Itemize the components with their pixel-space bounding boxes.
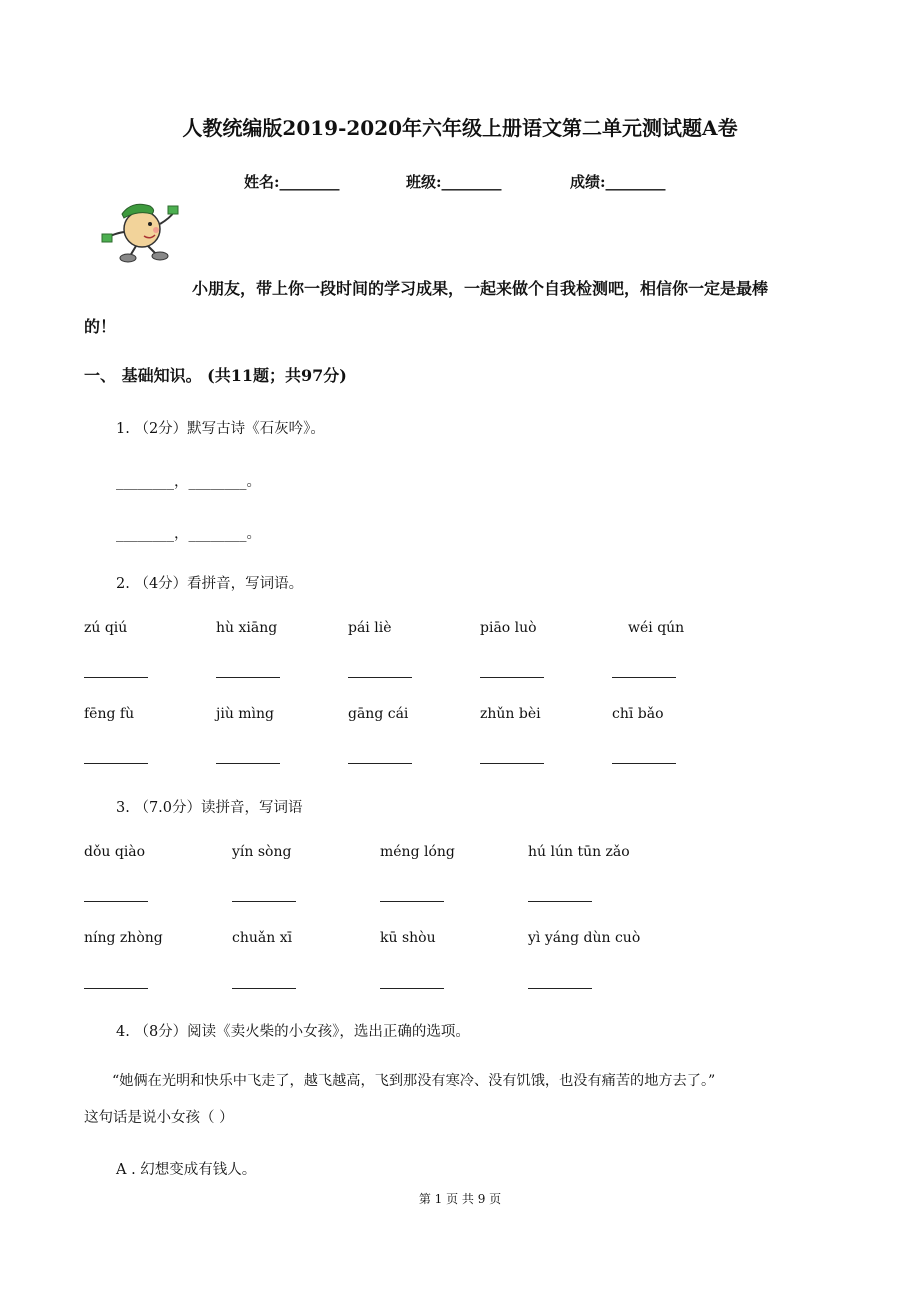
q2-answer-blank[interactable] — [348, 677, 412, 678]
q2-answer-blank[interactable] — [216, 763, 280, 764]
q2-pinyin: piāo luò — [480, 620, 537, 636]
q2-answer-blank[interactable] — [216, 677, 280, 678]
q4-question: 这句话是说小女孩（ ） — [84, 1110, 234, 1126]
q3-pinyin: dǒu qiào — [84, 844, 146, 860]
intro-line-1: 小朋友，带上你一段时间的学习成果，一起来做个自我检测吧，相信你一定是最棒 — [192, 279, 769, 298]
mascot-illustration — [98, 196, 182, 264]
q3-pinyin: hú lún tūn zǎo — [528, 844, 630, 860]
q3-answer-blank[interactable] — [84, 901, 148, 902]
q2-answer-blank[interactable] — [612, 677, 676, 678]
page-title: 人教统编版2019-2020年六年级上册语文第二单元测试题A卷 — [182, 116, 738, 140]
q4-option-a[interactable]: A . 幻想变成有钱人。 — [116, 1162, 257, 1178]
q3-answer-blank[interactable] — [84, 988, 148, 989]
q2-pinyin: gāng cái — [348, 706, 409, 722]
q2-pinyin: fēng fù — [84, 706, 135, 722]
q2-pinyin: pái liè — [348, 620, 392, 636]
q3-answer-blank[interactable] — [380, 901, 444, 902]
q3-pinyin: kū shòu — [380, 930, 436, 946]
q3-pinyin: méng lóng — [380, 844, 455, 860]
q2-answer-blank[interactable] — [480, 763, 544, 764]
q2-answer-blank[interactable] — [348, 763, 412, 764]
q2-prompt: 2. （4分）看拼音，写词语。 — [116, 576, 304, 592]
q4-quote: “她俩在光明和快乐中飞走了，越飞越高，飞到那没有寒冷、没有饥饿，也没有痛苦的地方去了。” — [112, 1073, 716, 1089]
q1-answer-line-2[interactable]: ________，________。 — [116, 526, 261, 542]
q2-pinyin: wéi qún — [628, 620, 685, 636]
q3-answer-blank[interactable] — [528, 988, 592, 989]
q3-answer-blank[interactable] — [232, 901, 296, 902]
q2-pinyin: zú qiú — [84, 620, 128, 636]
q2-answer-blank[interactable] — [612, 763, 676, 764]
q2-answer-blank[interactable] — [480, 677, 544, 678]
name-field[interactable]: 姓名:________ — [244, 173, 340, 191]
intro-line-2: 的！ — [84, 317, 117, 336]
q3-answer-blank[interactable] — [380, 988, 444, 989]
q2-pinyin: chī bǎo — [612, 706, 664, 722]
q4-prompt: 4. （8分）阅读《卖火柴的小女孩》，选出正确的选项。 — [116, 1024, 470, 1040]
section-heading: 一、 基础知识。 (共11题；共97分) — [84, 366, 347, 385]
q2-answer-blank[interactable] — [84, 763, 148, 764]
q2-pinyin: jiù mìng — [216, 706, 275, 722]
class-field[interactable]: 班级:________ — [406, 173, 502, 191]
q3-pinyin: níng zhòng — [84, 930, 163, 946]
q1-prompt: 1. （2分）默写古诗《石灰吟》。 — [116, 421, 325, 437]
score-field[interactable]: 成绩:________ — [570, 173, 666, 191]
q3-pinyin: chuǎn xī — [232, 930, 293, 946]
q3-pinyin: yì yáng dùn cuò — [528, 930, 641, 946]
q2-answer-blank[interactable] — [84, 677, 148, 678]
q3-prompt: 3. （7.0分）读拼音，写词语 — [116, 800, 303, 816]
q2-pinyin: hù xiāng — [216, 620, 278, 636]
q2-pinyin: zhǔn bèi — [480, 706, 541, 722]
q3-pinyin: yín sòng — [232, 844, 292, 860]
q1-answer-line-1[interactable]: ________，________。 — [116, 474, 261, 490]
q3-answer-blank[interactable] — [528, 901, 592, 902]
page-footer: 第 1 页 共 9 页 — [418, 1192, 502, 1206]
q3-answer-blank[interactable] — [232, 988, 296, 989]
